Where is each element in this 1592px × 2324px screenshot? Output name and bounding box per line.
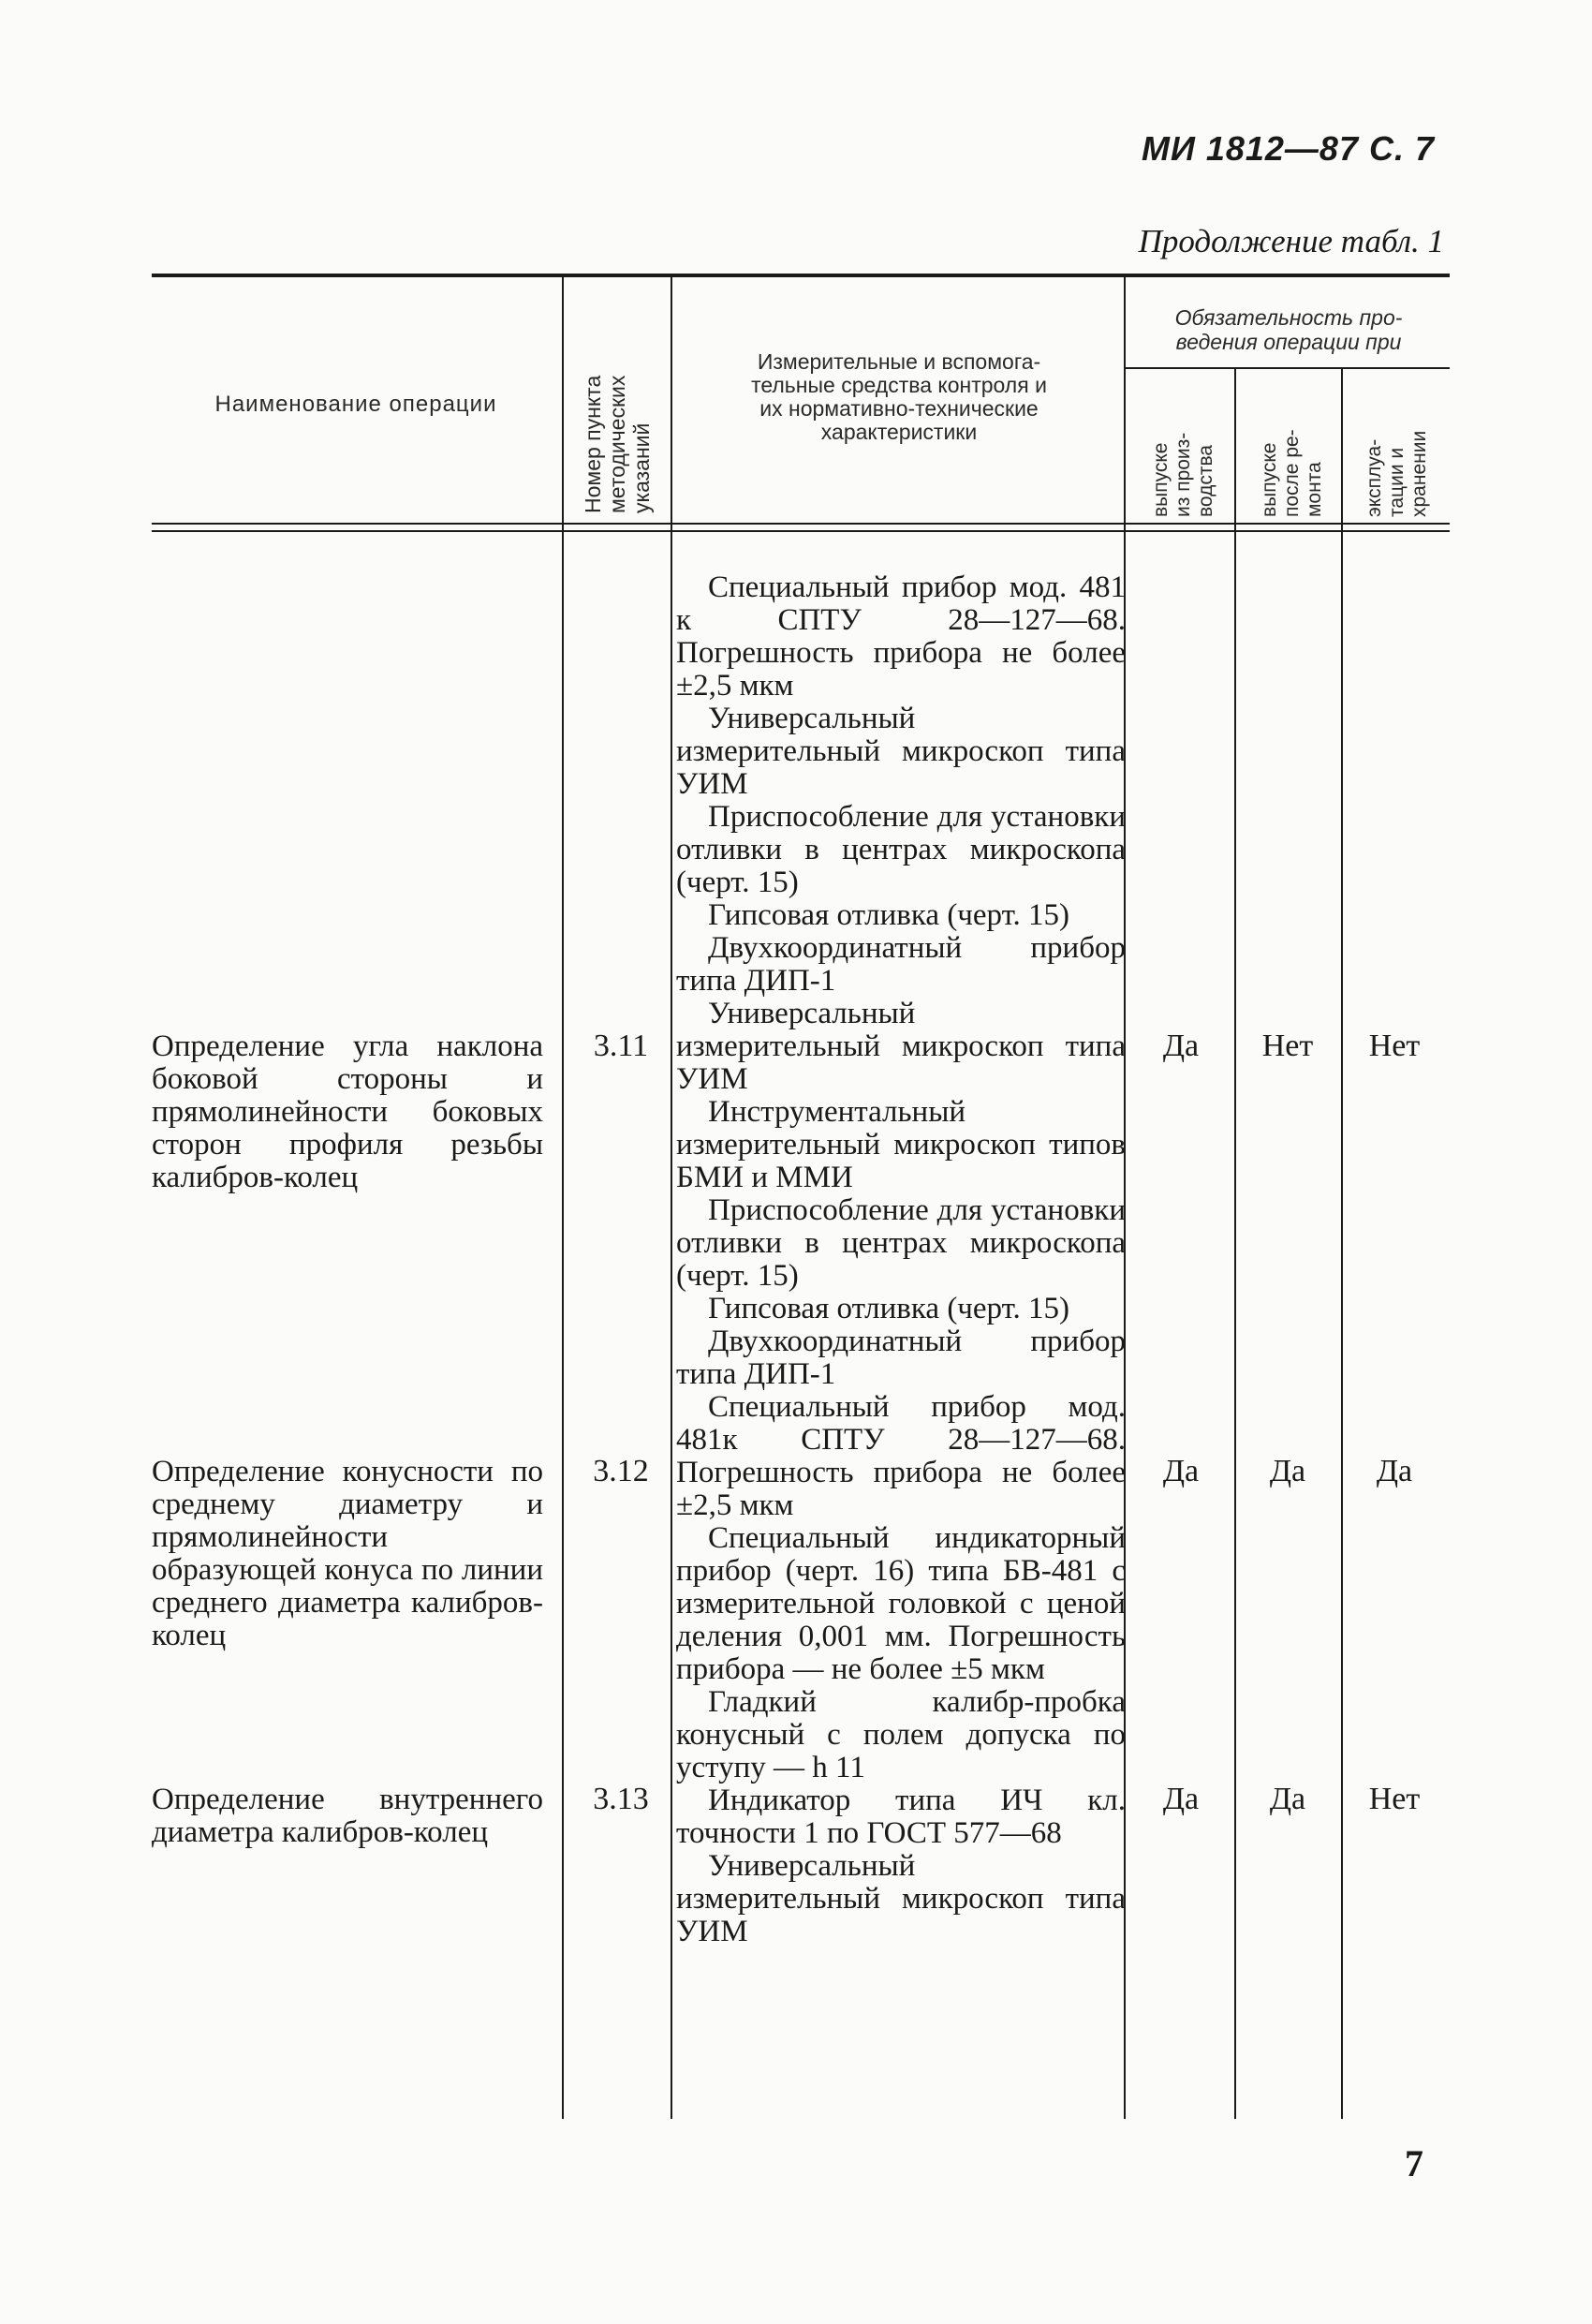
- column-divider: [562, 277, 564, 2119]
- column-header-name: Наименование операции: [214, 392, 497, 417]
- means-item: Гладкий калибр-пробка конусный с полем допуска по уступу — h 11: [676, 1685, 1126, 1784]
- document-code: МИ 1812—87 С. 7: [1141, 129, 1435, 168]
- table-continuation-label: Продолжение табл. 1: [1138, 223, 1444, 259]
- operation-value: Нет: [1368, 1029, 1421, 1063]
- operation-name: Определение угла наклона боковой стороны и прямолинейности боковых сторон профиля резьбы калибров-колец: [152, 1029, 543, 1194]
- production-value: Да: [1162, 1029, 1200, 1063]
- means-item: Специальный индикаторный прибор (черт. 16) типа БВ-481 с измерительной головкой с ценой деления 0,001 мм. Погрешность прибора — не более ±5 мкм: [676, 1521, 1126, 1686]
- production-value: Да: [1162, 1782, 1200, 1816]
- item-number: 3.13: [593, 1782, 649, 1816]
- repair-value: Да: [1269, 1454, 1306, 1488]
- means-item: Универсальный измерительный микроскоп типа УИМ: [676, 997, 1126, 1096]
- means-item: Гипсовая отливка (черт. 15): [708, 898, 1070, 932]
- means-item: Приспособление для установки отливки в центрах микроскопа (черт. 15): [676, 1193, 1126, 1293]
- header-bottom-rule: [152, 523, 1450, 525]
- means-item: Приспособление для установки отливки в центрах микроскопа (черт. 15): [676, 800, 1126, 899]
- repair-value: Нет: [1261, 1029, 1314, 1063]
- page-number: 7: [1405, 2142, 1423, 2184]
- operation-value: Нет: [1368, 1782, 1421, 1816]
- column-divider: [1234, 369, 1236, 2119]
- means-item: Гипсовая отливка (черт. 15): [708, 1292, 1070, 1325]
- means-item: Специальный прибор мод. 481к СПТУ 28—127—68. Погрешность прибора не более ±2,5 мкм: [676, 1390, 1126, 1522]
- column-header-mandatory: Обязательность про- ведения операции при: [1174, 305, 1403, 354]
- column-divider: [671, 277, 672, 2119]
- table-top-rule: [152, 274, 1450, 277]
- operation-value: Да: [1376, 1454, 1413, 1488]
- operation-name: Определение внутреннего диаметра калибров-колец: [152, 1783, 543, 1849]
- operation-name: Определение конусности по среднему диаметру и прямолинейности образующей конуса по линии среднего диаметра калибров-колец: [152, 1455, 543, 1652]
- mandatory-sub-rule: [1124, 367, 1450, 369]
- means-item: Индикатор типа ИЧ кл. точности 1 по ГОСТ 577—68: [676, 1784, 1126, 1850]
- means-item: Универсальный измерительный микроскоп типа УИМ: [676, 1849, 1126, 1948]
- item-number: 3.11: [593, 1029, 649, 1063]
- repair-value: Да: [1269, 1782, 1306, 1816]
- column-header-production: выпуске из произ- водства: [1150, 432, 1216, 517]
- production-value: Да: [1162, 1454, 1200, 1488]
- item-number: 3.12: [593, 1454, 649, 1488]
- means-item: Специальный прибор мод. 481 к СПТУ 28—127—68. Погрешность прибора не более ±2,5 мкм: [676, 570, 1126, 703]
- column-header-operation: эксплуа- тации и хранении: [1364, 430, 1430, 517]
- column-header-repair: выпуске после ре- монта: [1259, 429, 1325, 517]
- means-item: Двухкоординатный прибор типа ДИП-1: [676, 1325, 1126, 1391]
- column-header-item-number: Номер пункта методических указаний: [581, 375, 654, 513]
- means-item: Инструментальный измерительный микроскоп типов БМИ и ММИ: [676, 1095, 1126, 1194]
- column-header-means: Измерительные и вспомога- тельные средства контроля и их нормативно-технические характеристики: [751, 349, 1047, 444]
- means-item: Универсальный измерительный микроскоп типа УИМ: [676, 702, 1126, 801]
- header-bottom-rule-2: [152, 530, 1450, 532]
- means-item: Двухкоординатный прибор типа ДИП-1: [676, 931, 1126, 998]
- column-divider: [1341, 369, 1343, 2119]
- measuring-means-list: [676, 571, 1126, 1948]
